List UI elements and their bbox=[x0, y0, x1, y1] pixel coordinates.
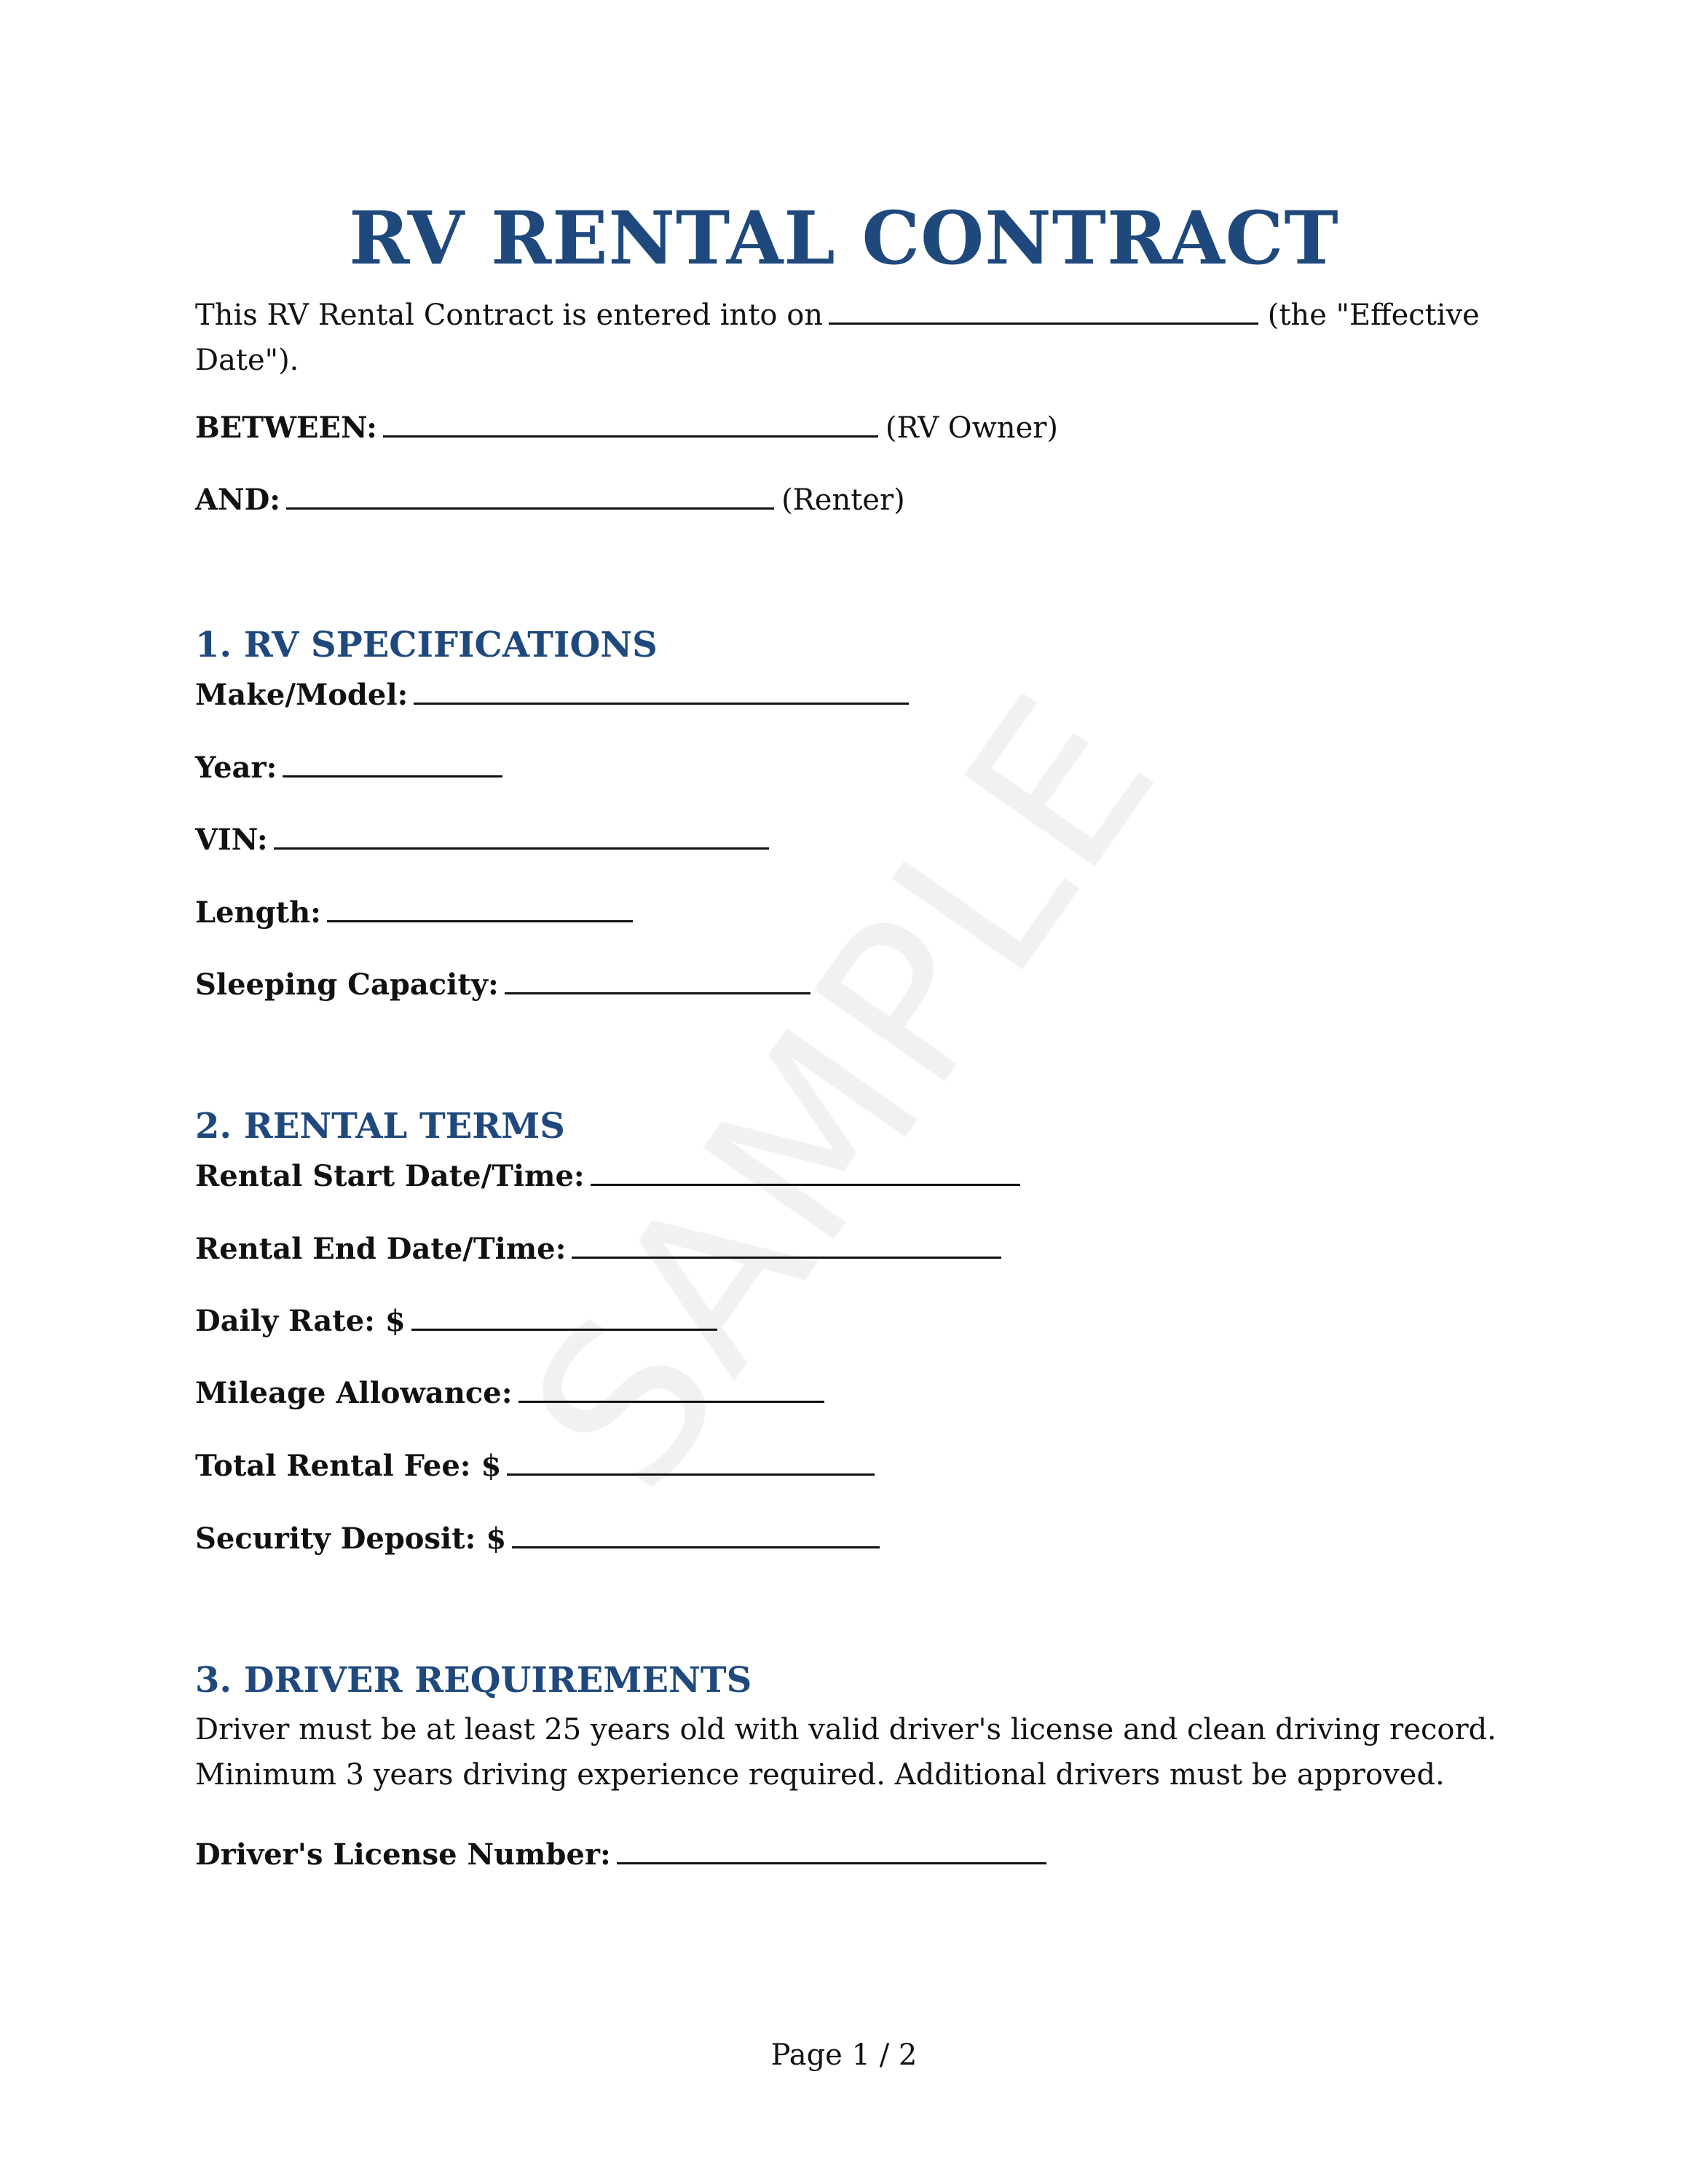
make-model-row bbox=[195, 676, 909, 712]
section-2-heading: 2. RENTAL TERMS bbox=[195, 1106, 565, 1147]
and-row bbox=[195, 481, 905, 517]
license-number-label: Driver's License Number: bbox=[195, 1837, 611, 1872]
between-row bbox=[195, 409, 1058, 445]
effective-date-field[interactable] bbox=[829, 296, 1258, 325]
driver-requirements-line1: Driver must be at least 25 years old with valid driver's license and clean driving record. bbox=[195, 1713, 1496, 1746]
intro-paragraph bbox=[195, 293, 1480, 383]
driver-requirements-line2: Minimum 3 years driving experience required. Additional drivers must be approved. bbox=[195, 1758, 1445, 1792]
vin-row bbox=[195, 821, 769, 857]
security-deposit-row bbox=[195, 1520, 880, 1556]
year-field[interactable] bbox=[283, 749, 502, 778]
rental-start-field[interactable] bbox=[591, 1158, 1020, 1186]
rental-start-label: Rental Start Date/Time: bbox=[195, 1159, 585, 1193]
make-model-field[interactable] bbox=[414, 676, 909, 705]
section-1-heading: 1. RV SPECIFICATIONS bbox=[195, 625, 658, 665]
intro-text-start: This RV Rental Contract is entered into on bbox=[195, 298, 824, 332]
rv-owner-field[interactable] bbox=[383, 409, 878, 438]
driver-requirements-text bbox=[195, 1707, 1496, 1797]
total-fee-row bbox=[195, 1447, 875, 1483]
renter-label: (Renter) bbox=[781, 483, 905, 517]
page-number: Page 1 / 2 bbox=[770, 2038, 918, 2072]
year-row bbox=[195, 749, 502, 785]
total-fee-field[interactable] bbox=[507, 1447, 875, 1476]
vin-field[interactable] bbox=[274, 821, 769, 850]
contract-title: RV RENTAL CONTRACT bbox=[349, 195, 1339, 281]
rental-end-label: Rental End Date/Time: bbox=[195, 1232, 567, 1266]
daily-rate-row bbox=[195, 1302, 717, 1338]
security-deposit-label: Security Deposit: $ bbox=[195, 1522, 507, 1556]
year-label: Year: bbox=[195, 751, 277, 785]
license-number-field[interactable] bbox=[617, 1836, 1046, 1864]
intro-text-end: (the "Effective bbox=[1267, 298, 1480, 332]
mileage-field[interactable] bbox=[518, 1374, 824, 1403]
renter-field[interactable] bbox=[286, 481, 774, 510]
between-label: BETWEEN: bbox=[195, 411, 377, 445]
length-label: Length: bbox=[195, 895, 321, 930]
vin-label: VIN: bbox=[195, 823, 268, 857]
sample-watermark: SAMPLE bbox=[483, 651, 1207, 1533]
mileage-row bbox=[195, 1374, 824, 1410]
rental-end-row bbox=[195, 1230, 1001, 1266]
length-row bbox=[195, 894, 633, 930]
mileage-label: Mileage Allowance: bbox=[195, 1376, 513, 1410]
total-fee-label: Total Rental Fee: $ bbox=[195, 1449, 502, 1483]
and-label: AND: bbox=[195, 483, 281, 517]
daily-rate-label: Daily Rate: $ bbox=[195, 1304, 406, 1338]
length-field[interactable] bbox=[327, 894, 633, 922]
license-number-row bbox=[195, 1836, 1046, 1872]
sleeping-capacity-row bbox=[195, 966, 811, 1002]
sleeping-capacity-field[interactable] bbox=[505, 966, 811, 994]
intro-text-line2: Date"). bbox=[195, 344, 299, 377]
rv-owner-label: (RV Owner) bbox=[885, 411, 1058, 445]
make-model-label: Make/Model: bbox=[195, 678, 409, 712]
daily-rate-field[interactable] bbox=[411, 1302, 717, 1331]
rental-end-field[interactable] bbox=[572, 1230, 1001, 1259]
section-3-heading: 3. DRIVER REQUIREMENTS bbox=[195, 1660, 752, 1701]
rental-start-row bbox=[195, 1158, 1020, 1193]
sleeping-capacity-label: Sleeping Capacity: bbox=[195, 968, 499, 1002]
security-deposit-field[interactable] bbox=[512, 1520, 880, 1548]
